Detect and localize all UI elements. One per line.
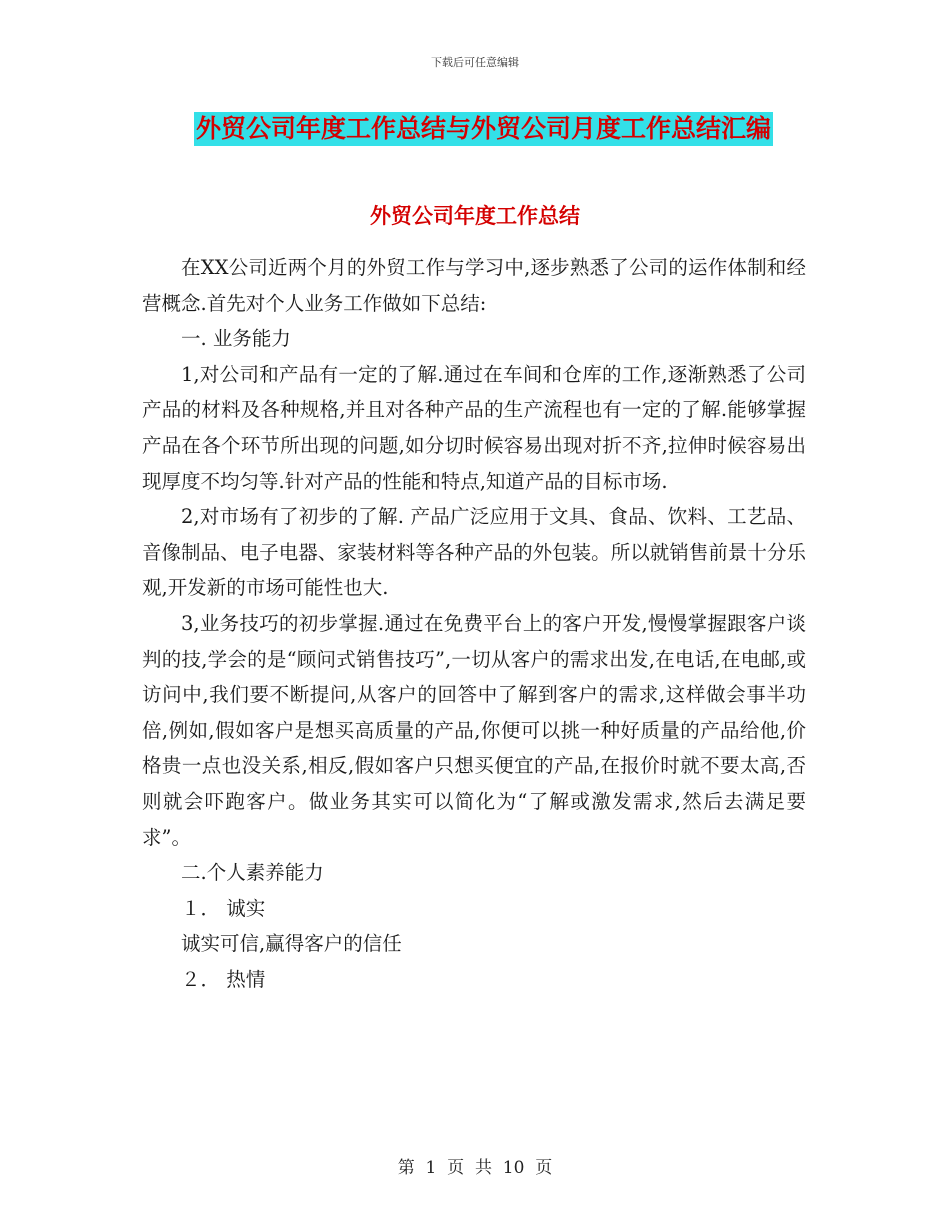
heading-business-ability: 一. 业务能力 xyxy=(181,327,291,351)
section-title: 外贸公司年度工作总结 xyxy=(370,204,580,228)
paragraph-honesty: 诚实可信,赢得客户的信任 xyxy=(181,932,402,956)
page-footer-number: 第 1 页 共 10 页 xyxy=(397,1158,553,1178)
paragraph-intro: 在XX公司近两个月的外贸工作与学习中,逐步熟悉了公司的运作体制和经营概念.首先对个人业务工作做如下总结: xyxy=(142,256,806,315)
document-main-title: 外贸公司年度工作总结与外贸公司月度工作总结汇编 xyxy=(194,112,773,146)
paragraph-item-2: 2,对市场有了初步的了解. 产品广泛应用于文具、食品、饮料、工艺品、音像制品、电子电器、家装材料等各种产品的外包装。所以就销售前景十分乐观,开发新的市场可能性也大. xyxy=(142,505,806,600)
document-body xyxy=(142,250,806,997)
subheading-enthusiasm: ２． 热情 xyxy=(181,967,266,991)
page-header-note: 下载后可任意编辑 xyxy=(431,56,519,69)
subheading-honesty: １． 诚实 xyxy=(181,896,266,920)
paragraph-item-3: 3,业务技巧的初步掌握.通过在免费平台上的客户开发,慢慢掌握跟客户谈判的技,学会的是“顾问式销售技巧”,一切从客户的需求出发,在电话,在电邮,或访问中,我们要不断提问,从客户的回答中了解到客户的需求,这样做会事半功倍,例如,假如客户是想买高质量的产品,你便可以挑一种好质量的产品给他,价格贵一点也没关系,相反,假如客户只想买便宜的产品,在报价时就不要太高,否则就会吓跑客户。做业务其实可以简化为“了解或激发需求,然后去满足要求”。 xyxy=(142,611,806,849)
paragraph-item-1: 1,对公司和产品有一定的了解.通过在车间和仓库的工作,逐渐熟悉了公司产品的材料及各种规格,并且对各种产品的生产流程也有一定的了解.能够掌握产品在各个环节所出现的问题,如分切时候容易出现对折不齐,拉伸时候容易出现厚度不均匀等.针对产品的性能和特点,知道产品的目标市场. xyxy=(142,362,806,493)
heading-personal-quality: 二.个人素养能力 xyxy=(181,861,324,885)
